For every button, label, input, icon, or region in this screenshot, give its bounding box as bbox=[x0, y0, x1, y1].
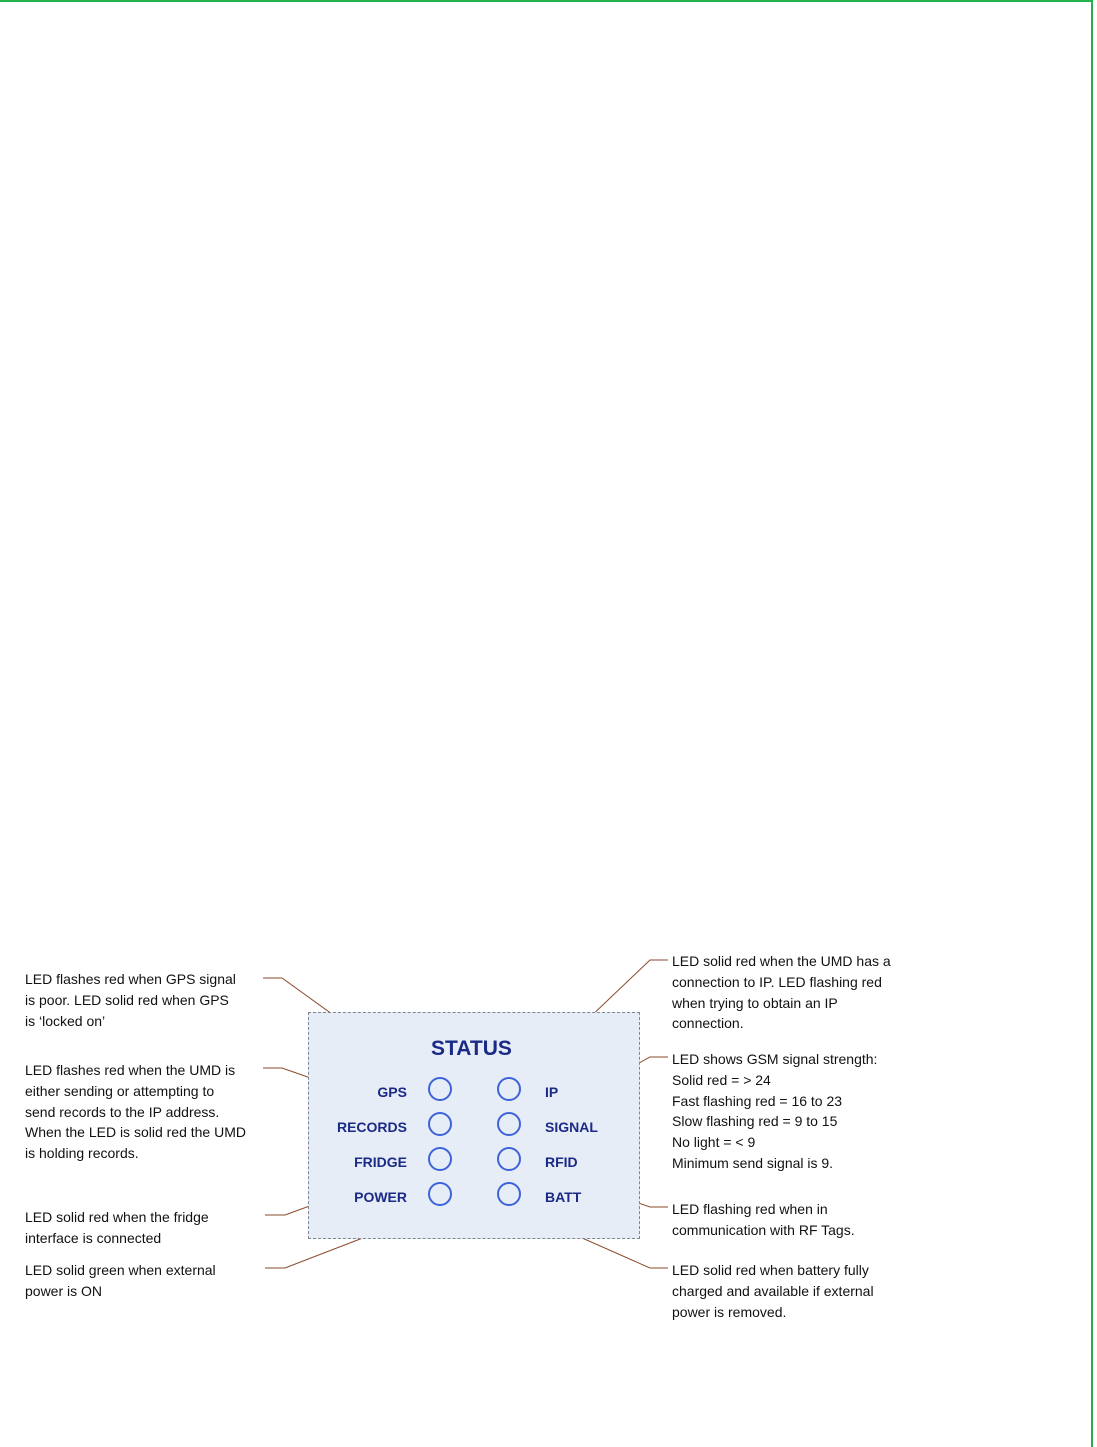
led-label-gps: GPS bbox=[377, 1084, 407, 1100]
note-line: power is removed. bbox=[672, 1303, 787, 1320]
led-power bbox=[428, 1182, 452, 1206]
led-records bbox=[428, 1112, 452, 1136]
note-line: LED flashing red when in bbox=[672, 1201, 828, 1217]
led-label-ip: IP bbox=[545, 1084, 559, 1100]
led-gps bbox=[428, 1077, 452, 1101]
note-rfid bbox=[672, 1199, 855, 1241]
note-line: Solid red = > 24 bbox=[672, 1071, 771, 1088]
note-line: LED solid red when the fridge bbox=[25, 1209, 209, 1225]
note-line: Slow flashing red = 9 to 15 bbox=[672, 1113, 838, 1130]
note-ip bbox=[672, 951, 891, 1034]
note-line: Fast flashing red = 16 to 23 bbox=[672, 1092, 843, 1109]
led-label-rfid: RFID bbox=[545, 1154, 578, 1170]
note-line: when trying to obtain an IP bbox=[672, 994, 838, 1011]
note-power bbox=[25, 1260, 216, 1302]
note-line: is ‘locked on’ bbox=[25, 1012, 106, 1029]
note-line: connection to IP. LED flashing red bbox=[672, 973, 882, 990]
note-line: is poor. LED solid red when GPS bbox=[25, 991, 229, 1008]
note-line: communication with RF Tags. bbox=[672, 1221, 855, 1238]
status-title: STATUS bbox=[431, 1037, 512, 1060]
note-line: Minimum send signal is 9. bbox=[672, 1154, 834, 1171]
led-label-signal: SIGNAL bbox=[545, 1119, 598, 1135]
note-line: No light = < 9 bbox=[672, 1134, 756, 1151]
note-records bbox=[25, 1060, 246, 1164]
note-line: LED shows GSM signal strength: bbox=[672, 1051, 878, 1067]
note-line: LED flashes red when the UMD is bbox=[25, 1062, 236, 1078]
note-line: interface is connected bbox=[25, 1229, 162, 1246]
note-line: connection. bbox=[672, 1015, 744, 1032]
note-fridge bbox=[25, 1207, 209, 1249]
note-line: LED solid red when the UMD has a bbox=[672, 953, 891, 969]
led-rfid bbox=[497, 1147, 521, 1171]
note-line: charged and available if external bbox=[672, 1282, 874, 1299]
note-line: LED solid green when external bbox=[25, 1262, 216, 1278]
note-line: is holding records. bbox=[25, 1145, 139, 1162]
note-line: either sending or attempting to bbox=[25, 1082, 215, 1099]
led-batt bbox=[497, 1182, 521, 1206]
note-signal bbox=[672, 1049, 877, 1174]
led-label-batt: BATT bbox=[545, 1189, 582, 1205]
led-fridge bbox=[428, 1147, 452, 1171]
led-signal bbox=[497, 1112, 521, 1136]
led-label-power: POWER bbox=[354, 1189, 407, 1205]
note-line: When the LED is solid red the UMD bbox=[25, 1124, 246, 1141]
note-line: LED flashes red when GPS signal bbox=[25, 971, 236, 987]
note-gps bbox=[25, 969, 236, 1031]
note-line: send records to the IP address. bbox=[25, 1103, 220, 1120]
led-label-records: RECORDS bbox=[336, 1119, 407, 1135]
note-batt bbox=[672, 1260, 874, 1322]
led-ip bbox=[497, 1077, 521, 1101]
led-label-fridge: FRIDGE bbox=[354, 1154, 407, 1170]
note-line: LED solid red when battery fully bbox=[672, 1262, 869, 1278]
note-line: power is ON bbox=[25, 1282, 103, 1299]
